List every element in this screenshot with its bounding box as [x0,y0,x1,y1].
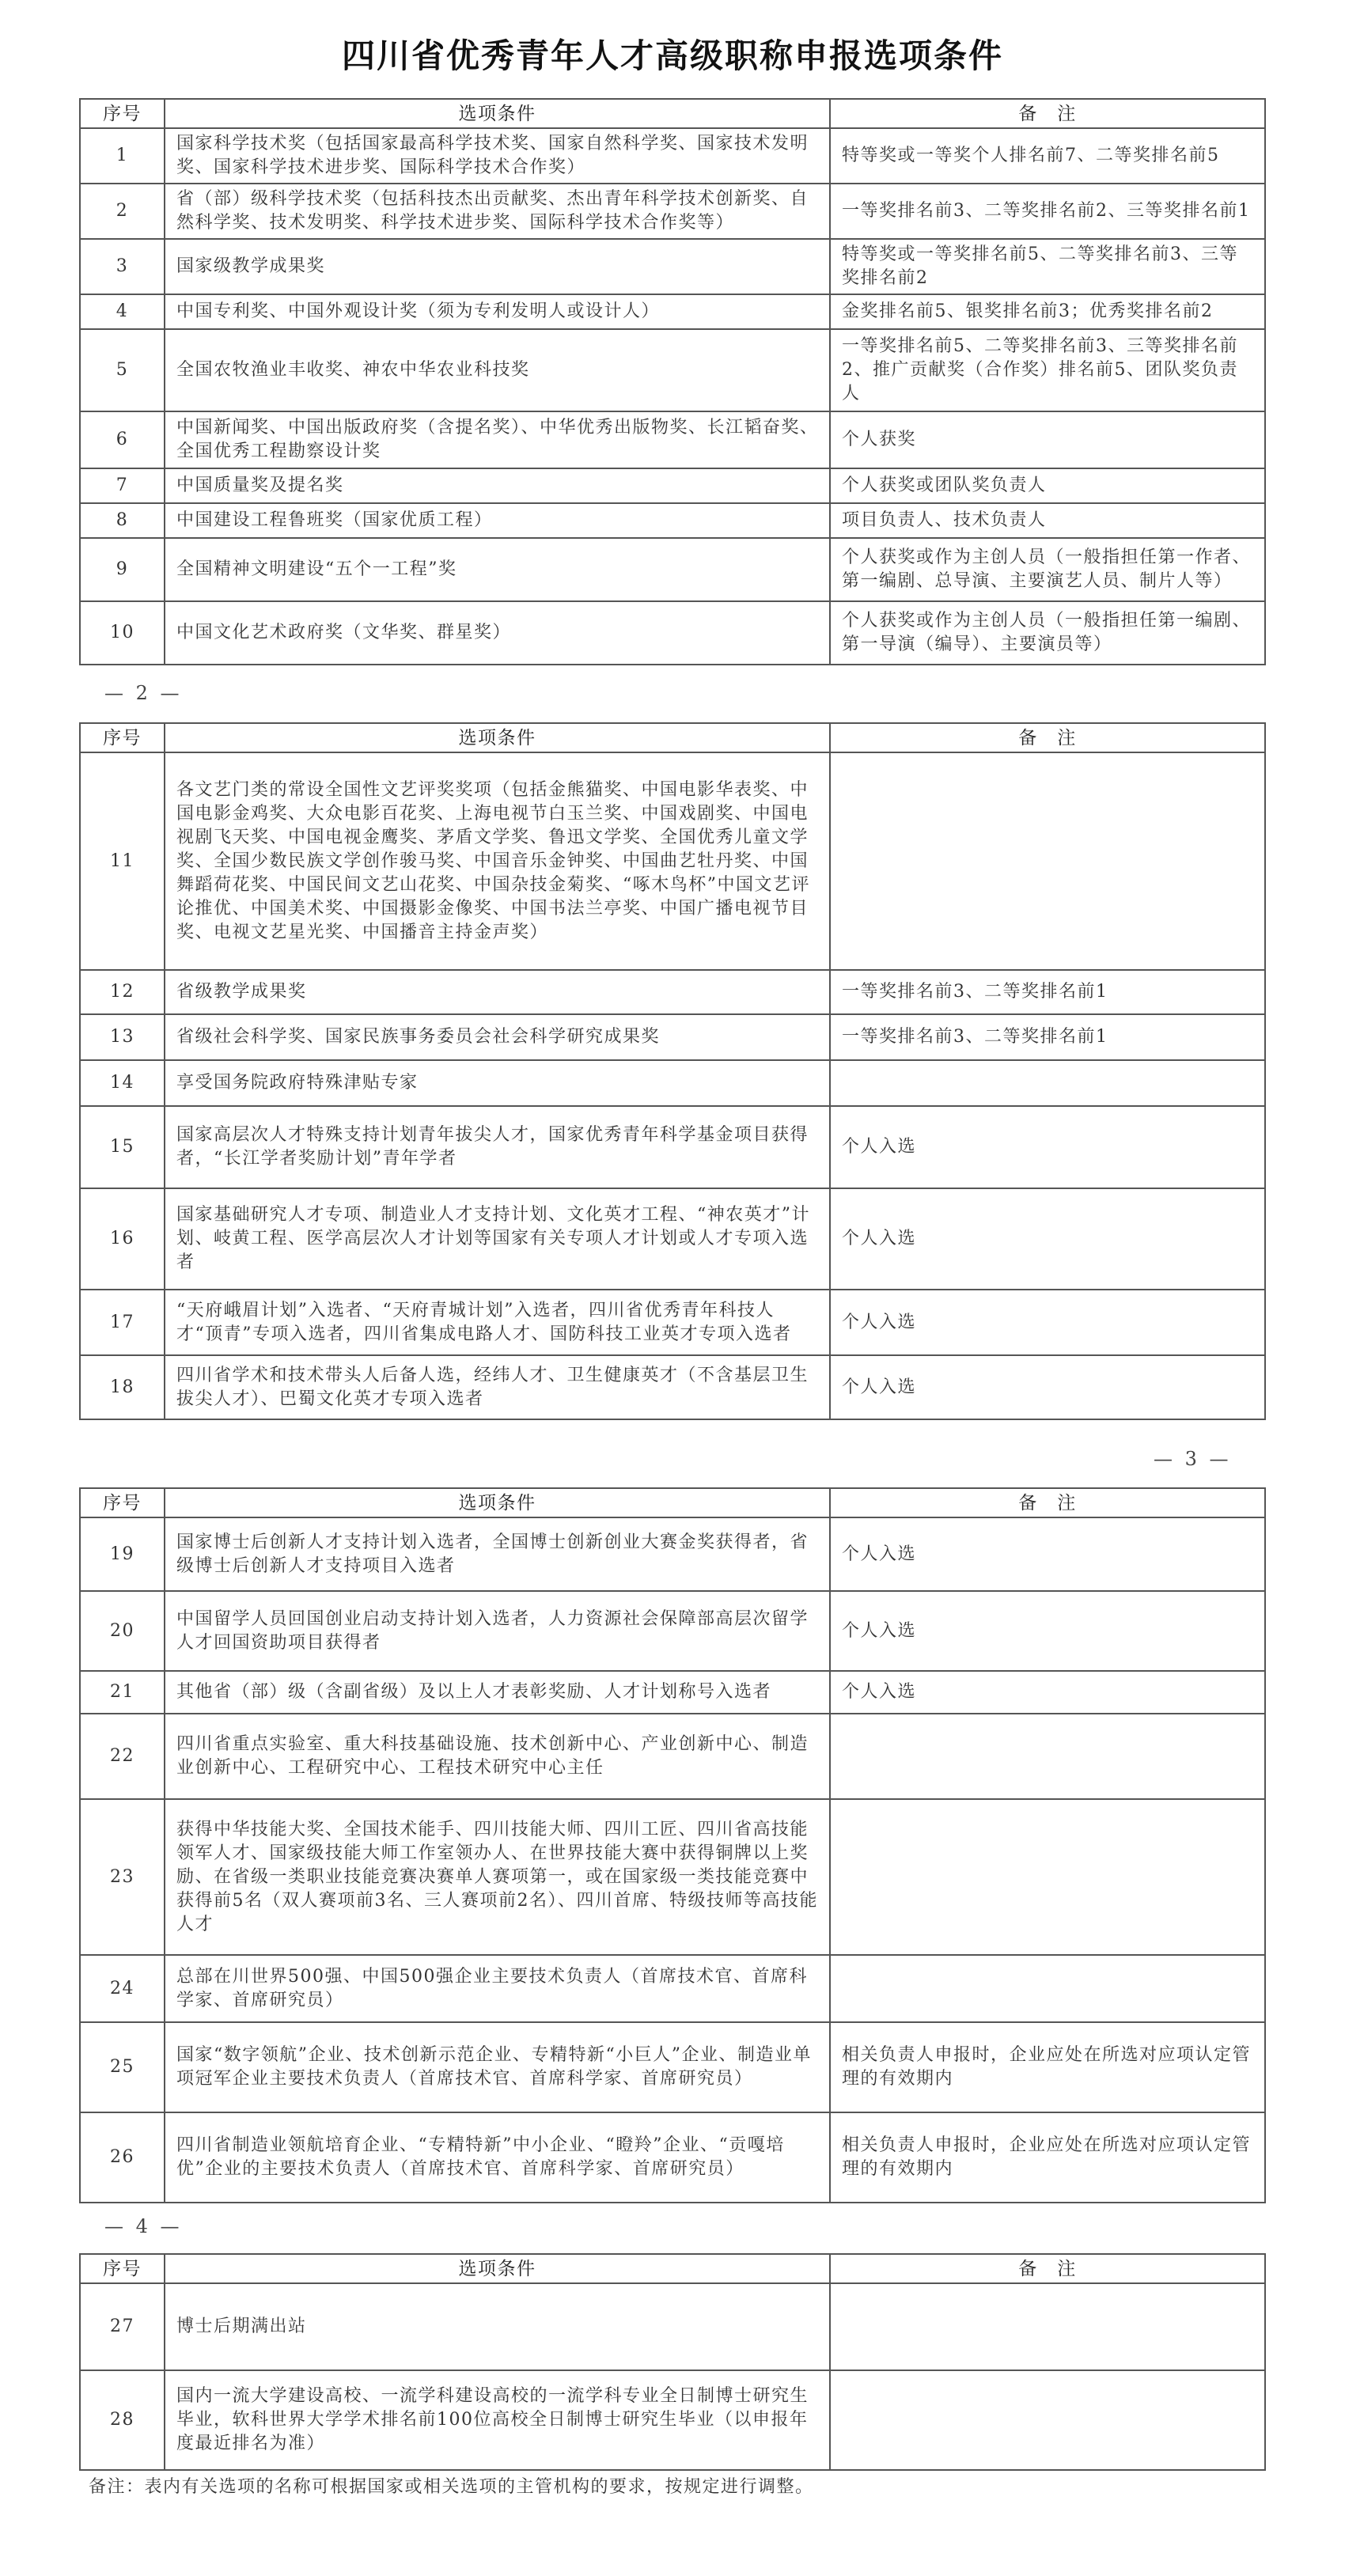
row-note: 个人获奖或作为主创人员（一般指担任第一编剧、第一导演（编导）、主要演员等） [830,601,1265,665]
row-note: 相关负责人申报时，企业应处在所选对应项认定管理的有效期内 [830,2112,1265,2203]
row-condition: 全国精神文明建设“五个一工程”奖 [165,538,830,601]
table-row [80,1714,1265,1799]
row-condition: 国内一流大学建设高校、一流学科建设高校的一流学科专业全日制博士研究生毕业，软科世界大学学术排名前100位高校全日制博士研究生毕业（以申报年度最近排名为准） [165,2370,830,2470]
row-number: 16 [80,1188,165,1290]
row-number: 2 [80,184,165,239]
header-condition: 选项条件 [165,99,830,128]
table-row [80,329,1265,411]
table-row [80,128,1265,184]
row-number: 22 [80,1714,165,1799]
row-condition: 国家基础研究人才专项、制造业人才支持计划、文化英才工程、“神农英才”计划、岐黄工程、医学高层次人才计划等国家有关专项人才计划或人才专项入选者 [165,1188,830,1290]
row-note: 一等奖排名前3、二等奖排名前2、三等奖排名前1 [830,184,1265,239]
table-row [80,2022,1265,2112]
row-condition: 全国农牧渔业丰收奖、神农中华农业科技奖 [165,329,830,411]
row-condition: 国家博士后创新人才支持计划入选者，全国博士创新创业大赛金奖获得者，省级博士后创新人才支持项目入选者 [165,1517,830,1591]
header-no: 序号 [80,2254,165,2283]
row-condition: 省级社会科学奖、国家民族事务委员会社会科学研究成果奖 [165,1014,830,1060]
row-note: 项目负责人、技术负责人 [830,503,1265,538]
row-number: 15 [80,1106,165,1188]
table-row [80,1955,1265,2022]
row-number: 11 [80,752,165,970]
row-note: 个人入选 [830,1188,1265,1290]
row-condition: 中国新闻奖、中国出版政府奖（含提名奖）、中华优秀出版物奖、长江韬奋奖、全国优秀工程勘察设计奖 [165,411,830,468]
row-condition: 中国文化艺术政府奖（文华奖、群星奖） [165,601,830,665]
row-number: 14 [80,1060,165,1106]
table-row [80,503,1265,538]
row-note: 个人入选 [830,1671,1265,1714]
row-number: 12 [80,970,165,1014]
row-note: 个人入选 [830,1355,1265,1419]
row-condition: 国家科学技术奖（包括国家最高科学技术奖、国家自然科学奖、国家技术发明奖、国家科学技术进步奖、国际科学技术合作奖） [165,128,830,184]
document-title: 四川省优秀青年人才高级职称申报选项条件 [341,36,1003,75]
page-number: — 4 — [104,2215,183,2237]
row-number: 25 [80,2022,165,2112]
header-condition: 选项条件 [165,1488,830,1517]
row-number: 13 [80,1014,165,1060]
header-no: 序号 [80,1488,165,1517]
row-note: 个人入选 [830,1290,1265,1355]
row-note [830,1060,1265,1106]
row-condition: 博士后期满出站 [165,2283,830,2370]
row-number: 28 [80,2370,165,2470]
table-row [80,468,1265,503]
table-row [80,2370,1265,2470]
row-number: 4 [80,294,165,329]
row-condition: 国家高层次人才特殊支持计划青年拔尖人才，国家优秀青年科学基金项目获得者，“长江学者奖励计划”青年学者 [165,1106,830,1188]
table-row [80,752,1265,970]
table-row [80,1799,1265,1955]
row-condition: 获得中华技能大奖、全国技术能手、四川技能大师、四川工匠、四川省高技能领军人才、国家级技能大师工作室领办人、在世界技能大赛中获得铜牌以上奖励、在省级一类职业技能竞赛决赛单人赛项第一，或在国家级一类技能竞赛中获得前5名（双人赛项前3名、三人赛项前2名）、四川首席、特级技师等高技能人才 [165,1799,830,1955]
table-row [80,184,1265,239]
table-row [80,1014,1265,1060]
row-number: 7 [80,468,165,503]
table-row [80,1517,1265,1591]
row-condition: 各文艺门类的常设全国性文艺评奖奖项（包括金熊猫奖、中国电影华表奖、中国电影金鸡奖、大众电影百花奖、上海电视节白玉兰奖、中国戏剧奖、中国电视剧飞天奖、中国电视金鹰奖、茅盾文学奖、鲁迅文学奖、全国优秀儿童文学奖、全国少数民族文学创作骏马奖、中国音乐金钟奖、中国曲艺牡丹奖、中国舞蹈荷花奖、中国民间文艺山花奖、中国杂技金菊奖、“啄木鸟杯”中国文艺评论推优、中国美术奖、中国摄影金像奖、中国书法兰亭奖、中国广播电视节目奖、电视文艺星光奖、中国播音主持金声奖） [165,752,830,970]
row-number: 27 [80,2283,165,2370]
table-row [80,1060,1265,1106]
header-condition: 选项条件 [165,2254,830,2283]
row-condition: 中国留学人员回国创业启动支持计划入选者，人力资源社会保障部高层次留学人才回国资助项目获得者 [165,1591,830,1671]
table-row [80,2283,1265,2370]
row-number: 8 [80,503,165,538]
row-condition: 总部在川世界500强、中国500强企业主要技术负责人（首席技术官、首席科学家、首席研究员） [165,1955,830,2022]
row-number: 20 [80,1591,165,1671]
row-condition: 省级教学成果奖 [165,970,830,1014]
table-row [80,970,1265,1014]
row-condition: 国家“数字领航”企业、技术创新示范企业、专精特新“小巨人”企业、制造业单项冠军企业主要技术负责人（首席技术官、首席科学家、首席研究员） [165,2022,830,2112]
row-note: 相关负责人申报时，企业应处在所选对应项认定管理的有效期内 [830,2022,1265,2112]
row-condition: 中国专利奖、中国外观设计奖（须为专利发明人或设计人） [165,294,830,329]
page-number: — 2 — [104,682,183,704]
row-number: 23 [80,1799,165,1955]
table-row [80,2112,1265,2203]
row-note [830,2283,1265,2370]
table-header-row [80,99,1265,128]
table-row [80,294,1265,329]
header-note: 备 注 [830,99,1265,128]
row-condition: 国家级教学成果奖 [165,239,830,294]
row-number: 17 [80,1290,165,1355]
table-row [80,1290,1265,1355]
row-note [830,752,1265,970]
row-condition: 四川省重点实验室、重大科技基础设施、技术创新中心、产业创新中心、制造业创新中心、工程研究中心、工程技术研究中心主任 [165,1714,830,1799]
row-condition: “天府峨眉计划”入选者、“天府青城计划”入选者，四川省优秀青年科技人才“顶青”专项入选者，四川省集成电路人才、国防科技工业英才专项入选者 [165,1290,830,1355]
row-condition: 四川省学术和技术带头人后备人选，经纬人才、卫生健康英才（不含基层卫生拔尖人才）、巴蜀文化英才专项入选者 [165,1355,830,1419]
criteria-table [79,98,1266,665]
row-condition: 其他省（部）级（含副省级）及以上人才表彰奖励、人才计划称号入选者 [165,1671,830,1714]
table-header-row [80,2254,1265,2283]
row-note: 金奖排名前5、银奖排名前3；优秀奖排名前2 [830,294,1265,329]
table-row [80,1671,1265,1714]
header-note: 备 注 [830,2254,1265,2283]
row-condition: 省（部）级科学技术奖（包括科技杰出贡献奖、杰出青年科学技术创新奖、自然科学奖、技术发明奖、科学技术进步奖、国际科学技术合作奖等） [165,184,830,239]
row-note: 个人获奖 [830,411,1265,468]
row-note [830,2370,1265,2470]
row-note: 特等奖或一等奖排名前5、二等奖排名前3、三等奖排名前2 [830,239,1265,294]
header-no: 序号 [80,99,165,128]
row-number: 6 [80,411,165,468]
criteria-table [79,2253,1266,2471]
header-note: 备 注 [830,1488,1265,1517]
row-note: 一等奖排名前3、二等奖排名前1 [830,970,1265,1014]
row-note [830,1955,1265,2022]
table-row [80,1106,1265,1188]
row-note: 个人入选 [830,1106,1265,1188]
row-number: 3 [80,239,165,294]
row-number: 21 [80,1671,165,1714]
row-condition: 享受国务院政府特殊津贴专家 [165,1060,830,1106]
row-number: 18 [80,1355,165,1419]
table-row [80,1188,1265,1290]
header-note: 备 注 [830,723,1265,752]
row-note: 个人获奖或作为主创人员（一般指担任第一作者、第一编剧、总导演、主要演艺人员、制片人等） [830,538,1265,601]
table-row [80,1355,1265,1419]
header-condition: 选项条件 [165,723,830,752]
row-number: 9 [80,538,165,601]
row-note: 个人获奖或团队奖负责人 [830,468,1265,503]
criteria-table [79,1487,1266,2203]
row-condition: 中国建设工程鲁班奖（国家优质工程） [165,503,830,538]
row-condition: 中国质量奖及提名奖 [165,468,830,503]
table-row [80,601,1265,665]
table-row [80,239,1265,294]
row-number: 26 [80,2112,165,2203]
row-note [830,1799,1265,1955]
row-note [830,1714,1265,1799]
table-row [80,1591,1265,1671]
row-number: 1 [80,128,165,184]
row-note: 特等奖或一等奖个人排名前7、二等奖排名前5 [830,128,1265,184]
page-number: — 3 — [1154,1448,1232,1470]
row-number: 19 [80,1517,165,1591]
row-number: 24 [80,1955,165,2022]
criteria-table [79,722,1266,1420]
table-header-row [80,723,1265,752]
footnote: 备注：表内有关选项的名称可根据国家或相关选项的主管机构的要求，按规定进行调整。 [89,2477,814,2497]
row-note: 一等奖排名前3、二等奖排名前1 [830,1014,1265,1060]
row-number: 5 [80,329,165,411]
table-row [80,411,1265,468]
row-note: 个人入选 [830,1591,1265,1671]
row-condition: 四川省制造业领航培育企业、“专精特新”中小企业、“瞪羚”企业、“贡嘎培优”企业的主要技术负责人（首席技术官、首席科学家、首席研究员） [165,2112,830,2203]
table-header-row [80,1488,1265,1517]
row-number: 10 [80,601,165,665]
header-no: 序号 [80,723,165,752]
table-row [80,538,1265,601]
row-note: 个人入选 [830,1517,1265,1591]
row-note: 一等奖排名前5、二等奖排名前3、三等奖排名前2、推广贡献奖（合作奖）排名前5、团队奖负责人 [830,329,1265,411]
